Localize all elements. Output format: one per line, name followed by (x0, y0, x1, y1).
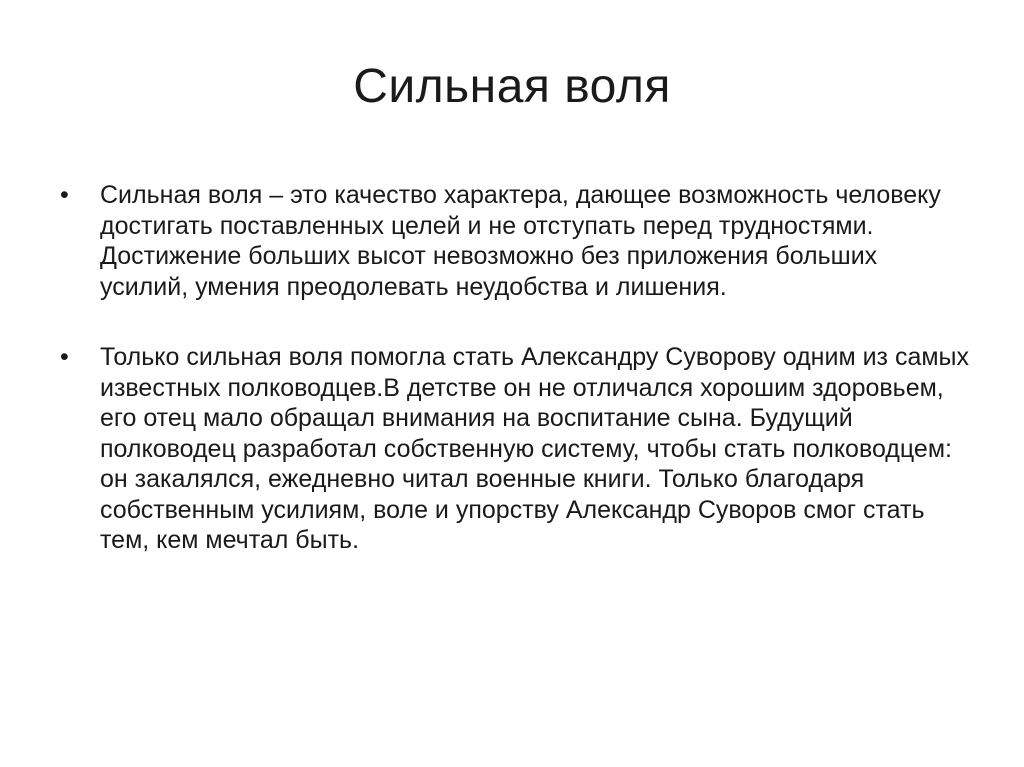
bullet-item-definition (60, 180, 970, 302)
bullet-icon: • (60, 343, 69, 371)
bullet-text: Только сильная воля помогла стать Александру Суворову одним из самых известных полководцев.В детстве он не отличался хорошим здоровьем, его отец мало обращал внимания на воспитание сына. Будущий полководец разработал собственную систему, чтобы стать полководцем: он закалялся, ежедневно читал военные книги. Только благодаря собственным усилиям, воле и упорству Александр Суворов смог стать тем, кем мечтал быть. (100, 343, 970, 554)
bullet-icon: • (60, 181, 69, 209)
bullet-text: Сильная воля – это качество характера, дающее возможность человеку достигать поставленных целей и не отступать перед трудностями. Достижение больших высот невозможно без приложения больших усилий, умения преодолевать неудобства и лишения. (100, 181, 941, 301)
bullet-item-suvorov (60, 342, 970, 556)
slide-title: Сильная воля (353, 60, 671, 113)
bullet-list (60, 180, 970, 596)
